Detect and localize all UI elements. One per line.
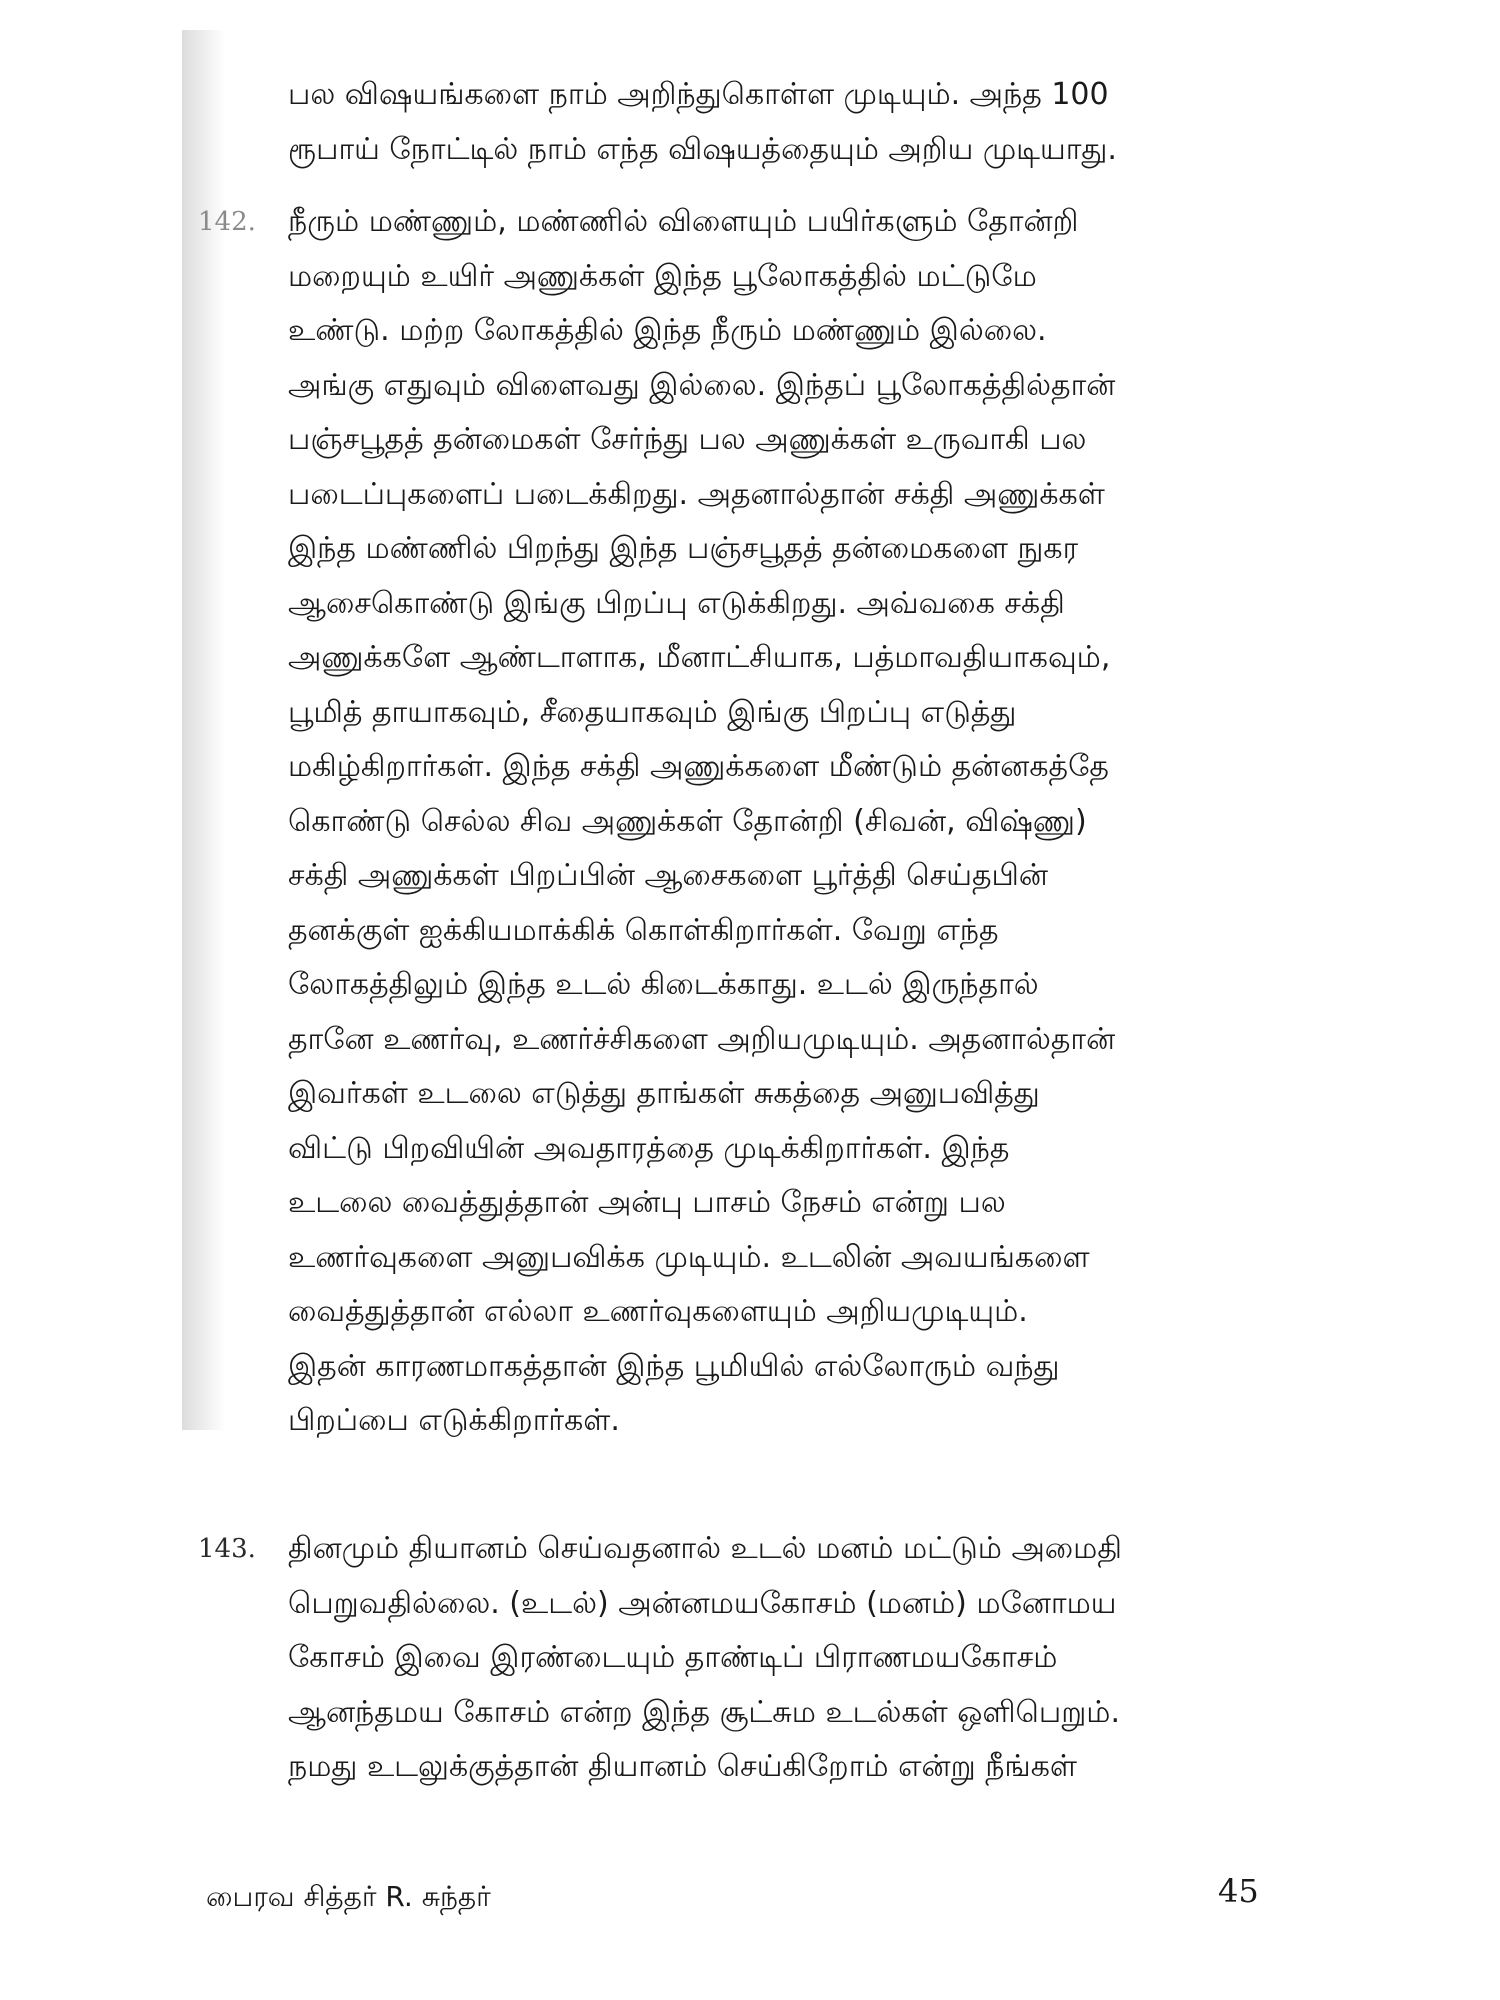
entry-number-142: 142. [198, 207, 256, 237]
entry-paragraph-142: நீரும் மண்ணும், மண்ணில் விளையும் பயிர்களும் தோன்றி மறையும் உயிர் அணுக்கள் இந்த பூலோகத்தில் மட்டுமே உண்டு. மற்ற லோகத்தில் இந்த நீரும் மண்ணும் இல்லை. அங்கு எதுவும் விளைவது இல்லை. இந்தப் பூலோகத்தில்தான் பஞ்சபூதத் தன்மைகள் சேர்ந்து பல அணுக்கள் உருவாகி பல படைப்புகளைப் படைக்கிறது. அதனால்தான் சக்தி அணுக்கள் இந்த மண்ணில் பிறந்து இந்த பஞ்சபூதத் தன்மைகளை நுகர ஆசைகொண்டு இங்கு பிறப்பு எடுக்கிறது. அவ்வகை சக்தி அணுக்களே ஆண்டாளாக, மீனாட்சியாக, பத்மாவதியாகவும், பூமித் தாயாகவும், சீதையாகவும் இங்கு பிறப்பு எடுத்து மகிழ்கிறார்கள். இந்த சக்தி அணுக்களை மீண்டும் தன்னகத்தே கொண்டு செல்ல சிவ அணுக்கள் தோன்றி (சிவன், விஷ்ணு) சக்தி அணுக்கள் பிறப்பின் ஆசைகளை பூர்த்தி செய்தபின் தனக்குள் ஐக்கியமாக்கிக் கொள்கிறார்கள். வேறு எந்த லோகத்திலும் இந்த உடல் கிடைக்காது. உடல் இருந்தால் தானே உணர்வு, உணர்ச்சிகளை அறியமுடியும். அதனால்தான் இவர்கள் உடலை எடுத்து தாங்கள் சுகத்தை அனுபவித்து விட்டு பிறவியின் அவதாரத்தை முடிக்கிறார்கள். இந்த உடலை வைத்துத்தான் அன்பு பாசம் நேசம் என்று பல உணர்வுகளை அனுபவிக்க முடியும். உடலின் அவயங்களை வைத்துத்தான் எல்லா உணர்வுகளையும் அறியமுடியும். இதன் காரணமாகத்தான் இந்த பூமியில் எல்லோரும் வந்து பிறப்பை எடுக்கிறார்கள். [288, 204, 1116, 1438]
page-number: 45 [1218, 1872, 1259, 1910]
entry-number-143: 143. [198, 1534, 256, 1564]
entry-paragraph-143: தினமும் தியானம் செய்வதனால் உடல் மனம் மட்டும் அமைதி பெறுவதில்லை. (உடல்) அன்னமயகோசம் (மனம்) மனோமய கோசம் இவை இரண்டையும் தாண்டிப் பிராணமயகோசம் ஆனந்தமய கோசம் என்ற இந்த சூட்சும உடல்கள் ஒளிபெறும். நமது உடலுக்குத்தான் தியானம் செய்கிறோம் என்று நீங்கள் [288, 1531, 1122, 1784]
continuation-paragraph: பல விஷயங்களை நாம் அறிந்துகொள்ள முடியும். அந்த 100 ரூபாய் நோட்டில் நாம் எந்த விஷயத்தையும் அறிய முடியாது. [288, 77, 1117, 167]
footer-author: பைரவ சித்தர் R. சுந்தர் [206, 1880, 491, 1913]
